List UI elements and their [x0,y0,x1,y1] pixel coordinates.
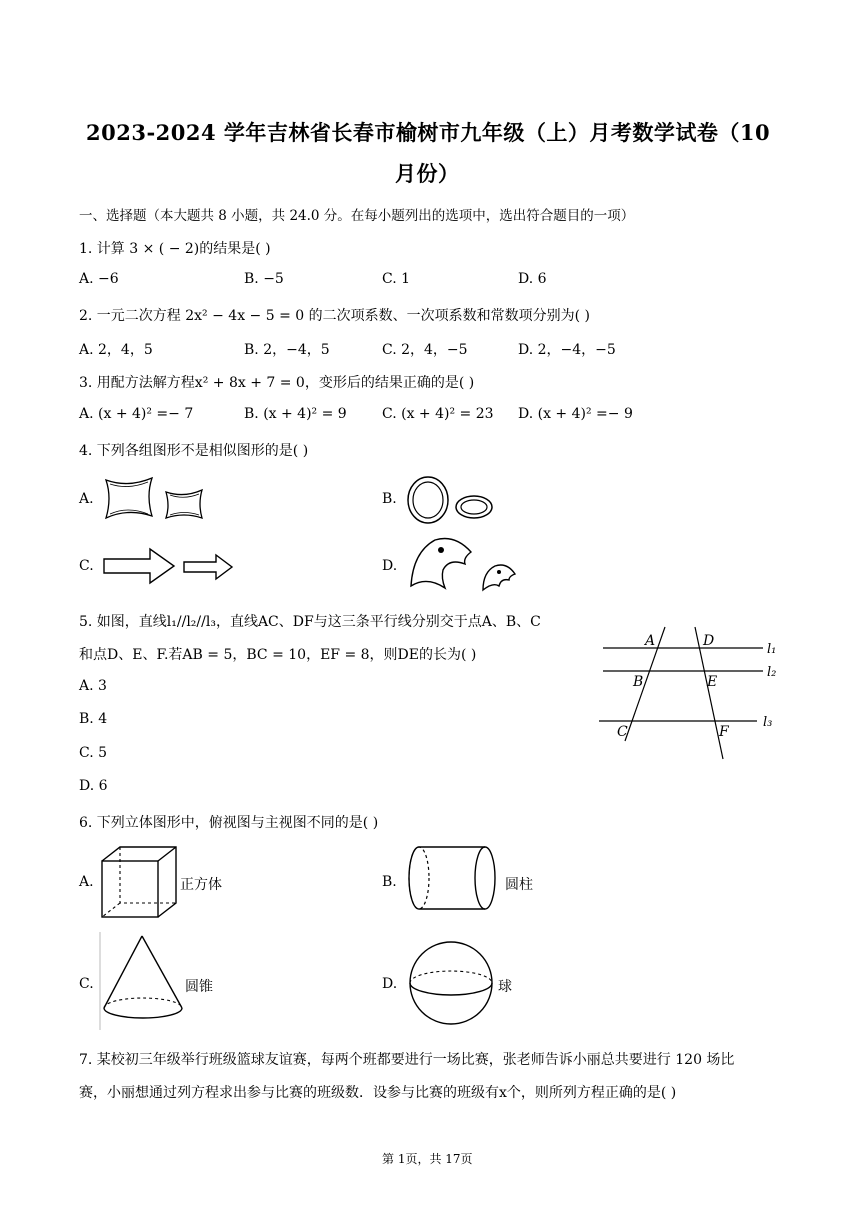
q6-name-cylinder: 圆柱 [505,877,533,893]
q1-option-c: C. 1 [382,271,411,287]
question-6-stem: 6. 下列立体图形中，俯视图与主视图不同的是( ) [79,815,379,831]
question-7-stem-line1: 7. 某校初三年级举行班级篮球友谊赛，每两个班都要进行一场比赛，张老师告诉小丽总共要进行 120 场比 [79,1052,735,1068]
question-3-stem: 3. 用配方法解方程x² + 8x + 7 = 0，变形后的结果正确的是( ) [79,375,475,391]
q2-option-b: B. 2，−4，5 [244,342,330,358]
label-l1: l₁ [767,642,777,657]
q2-option-a: A. 2，4，5 [79,342,153,358]
page-footer: 第 1页，共 17页 [382,1152,473,1166]
label-c: C [617,724,628,740]
q1-option-d: D. 6 [518,271,547,287]
q5-option-b: B. 4 [79,711,108,727]
q6-sphere-figure [406,938,496,1028]
section-header: 一、选择题（本大题共 8 小题，共 24.0 分。在每小题列出的选项中，选出符合题目的一项） [79,208,635,224]
label-b: B [633,674,644,690]
q4-option-d: D. [382,558,398,574]
q6-option-d: D. [382,976,398,992]
label-d: D [703,633,715,649]
q3-option-d: D. (x + 4)² =− 9 [518,406,633,422]
q4-figure-a [100,474,215,524]
label-e: E [707,674,718,690]
q6-option-c: C. [79,976,94,992]
q1-option-b: B. −5 [244,271,284,287]
q4-option-b: B. [382,491,397,507]
q4-figure-c [100,545,240,587]
q3-option-a: A. (x + 4)² =− 7 [79,406,194,422]
q4-option-c: C. [79,558,94,574]
q5-option-a: A. 3 [79,678,107,694]
q1-option-a: A. −6 [79,271,119,287]
question-5-stem-line1: 5. 如图，直线l₁//l₂//l₃，直线AC、DF与这三条平行线分别交于点A、B、C [79,614,541,630]
q5-option-c: C. 5 [79,745,108,761]
label-a: A [645,633,656,649]
q6-name-cube: 正方体 [180,877,222,893]
question-7-stem-line2: 赛，小丽想通过列方程求出参与比赛的班级数．设参与比赛的班级有x个，则所列方程正确的是( ) [79,1085,677,1101]
page-title-line1: 2023-2024 学年吉林省长春市榆树市九年级（上）月考数学试卷（10 [86,120,771,145]
q2-option-d: D. 2，−4，−5 [518,342,616,358]
label-l2: l₂ [767,665,777,680]
q4-figure-b [404,474,499,526]
q6-option-b: B. [382,874,397,890]
q6-cube-figure [98,843,182,921]
q5-option-d: D. 6 [79,778,108,794]
q6-option-a: A. [79,874,94,890]
q4-option-a: A. [79,491,94,507]
q4-figure-d [405,532,523,594]
q3-option-c: C. (x + 4)² = 23 [382,406,494,422]
q6-name-sphere: 球 [498,979,512,995]
q6-cylinder-figure [405,843,501,913]
question-2-stem: 2. 一元二次方程 2x² − 4x − 5 = 0 的二次项系数、一次项系数和常数项分别为( ) [79,308,591,324]
q2-option-c: C. 2，4，−5 [382,342,468,358]
question-1-stem: 1. 计算 3 × ( − 2)的结果是( ) [79,241,271,257]
page-title-line2: 月份） [395,161,460,186]
question-4-stem: 4. 下列各组图形不是相似图形的是( ) [79,443,309,459]
question-5-stem-line2: 和点D、E、F.若AB = 5，BC = 10，EF = 8，则DE的长为( ) [79,647,477,663]
q6-name-cone: 圆锥 [185,979,213,995]
label-l3: l₃ [763,715,773,730]
label-f: F [719,724,729,740]
q6-cone-figure [96,932,188,1032]
q3-option-b: B. (x + 4)² = 9 [244,406,347,422]
q5-parallel-lines-figure [595,625,785,765]
